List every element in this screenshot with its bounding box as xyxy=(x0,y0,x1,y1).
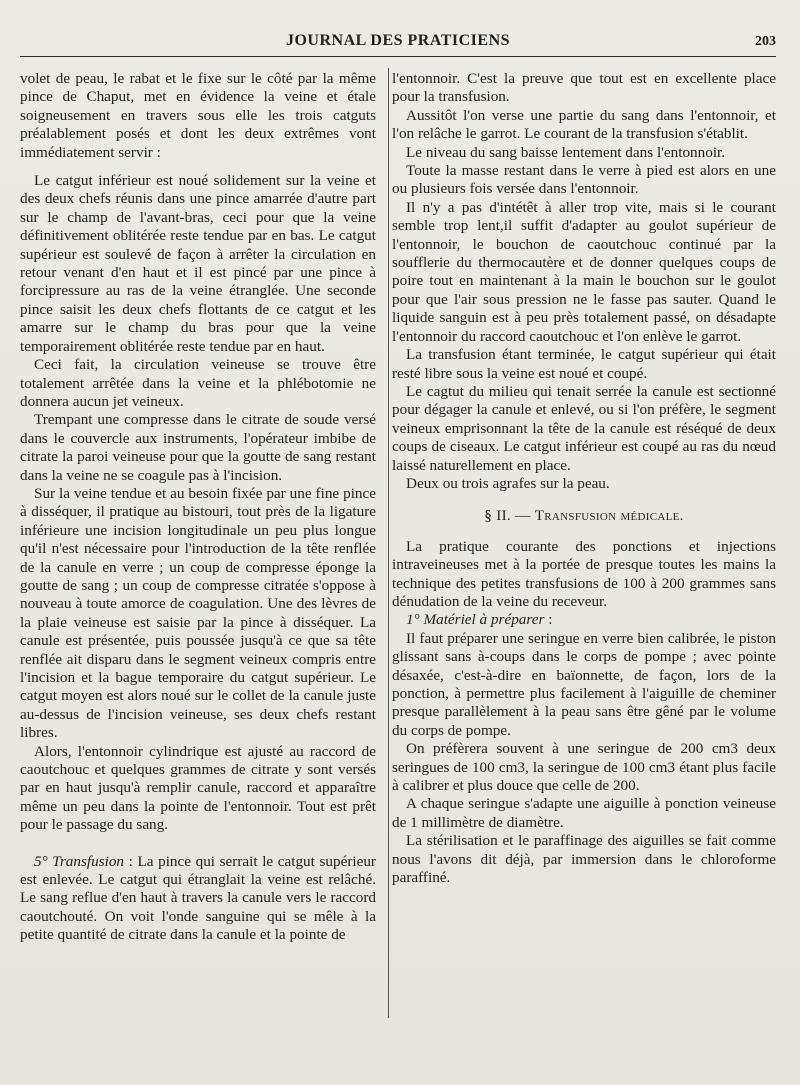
paragraph: La pratique courante des ponctions et injections intraveineuses met à la portée de presque toutes les mains la technique des petites transfusions de 100 à 200 grammes sans dénudation de la veine du receveur. xyxy=(392,537,776,610)
paragraph: A chaque seringue s'adapte une aiguille à ponction veineuse de 1 millimètre de diamètre. xyxy=(392,795,776,831)
paragraph: Aussitôt l'on verse une partie du sang dans l'entonnoir, et l'on relâche le garrot. Le courant de la transfusion s'établit. xyxy=(392,106,776,143)
paragraph: Ceci fait, la circulation veineuse se trouve être totalement arrêtée dans la veine et la phlébotomie ne donnera aucun jet veineux. xyxy=(20,356,376,410)
paragraph: volet de peau, le rabat et le fixe sur le côté par la même pince de Chaput, met en évidence la veine et étale soigneusement en travers sous elle les trois catguts préalablement posés et dont les deux extrêmes vont immédiatement servir : xyxy=(20,70,376,161)
paragraph xyxy=(20,853,376,945)
right-column xyxy=(392,70,776,887)
section-heading xyxy=(392,507,776,525)
paragraph: Toute la masse restant dans le verre à pied est alors en une ou plusieurs fois versée dans l'entonnoir. xyxy=(392,162,776,198)
section-title: Transfusion médicale. xyxy=(534,507,684,525)
paragraph: Alors, l'entonnoir cylindrique est ajusté au raccord de caoutchouc et quelques grammes de citrate y sont versés par en haut jusqu'à remplir canule, raccord et apparaître même un peu dans la pointe de l'entonnoir. Tout est prêt pour le passage du sang. xyxy=(20,742,376,834)
paragraph: Le cagtut du milieu qui tenait serrée la canule est sectionné pour dégager la canule et enlevé, ou si l'on préfère, le segment veineux emprisonnant la tête de la canule est réséqué de deux coups de ciseaux. Le catgut inférieur est coupé au ras du nœud laissé naturellement en place. xyxy=(392,382,776,474)
paragraph: Trempant une compresse dans le citrate de soude versé dans le couvercle aux instruments, l'opérateur imbibe de citrate la paroi veineuse pour que la goutte de sang restant dans la veine ne se coagule pas à l'incision. xyxy=(20,411,376,484)
paragraph xyxy=(392,611,776,629)
paragraph: Le catgut inférieur est noué solidement sur la veine et des deux chefs réunis dans une pince amarrée d'autre part sur le champ de l'avant-bras, ceci pour que la veine définitivement oblitérée reste tendue par en bas. Le catgut supérieur est soulevé de façon à arrêter la circulation en retour venant d'en haut et il est pincé par une pince à forcipressure au ras de la veine étranglée. Une seconde pince saisit les deux chefs flottants de ce catgut et les amarre sur le champ du bras pour que la veine temporairement oblitérée reste tendue par en haut. xyxy=(20,172,376,355)
paragraph: On préfèrera souvent à une seringue de 200 cm3 deux seringues de 100 cm3, la seringue de 100 cm3 étant plus facile à calibrer et plus douce que celle de 200. xyxy=(392,740,776,795)
paragraph: Sur la veine tendue et au besoin fixée par une fine pince à disséquer, il pratique au bistouri, tout près de la ligature inférieure une incision longitudinale un peu plus longue qu'il n'est nécessaire pour l'introduction de la tête renflée de la canule en verre ; un coup de compresse éponge la goutte de sang ; un coup de compresse citratée s'oppose à nouveau à toute amorce de coagulation. Une des lèvres de la plaie veineuse est saisie par la pince à disséquer. La canule est présentée, puis poussée jusqu'à ce que sa tête renflée ait disparu dans le segment veineux compris entre l'incision et la bague temporaire du catgut supérieur. Le catgut moyen est alors noué sur le collet de la canule juste au-dessus de l'incision veineuse, ses deux chefs restant libres. xyxy=(20,484,376,742)
paragraph: La stérilisation et le paraffinage des aiguilles se fait comme nous l'avons dit déjà, par immersion dans le chloroforme paraffiné. xyxy=(392,832,776,887)
column-divider xyxy=(388,68,389,1018)
page-number: 203 xyxy=(755,34,776,49)
paragraph-text: : xyxy=(544,611,553,629)
step-label: 1° Matériel à préparer xyxy=(406,611,545,629)
section-number: § II. — xyxy=(484,507,535,525)
paragraph: Le niveau du sang baisse lentement dans l'entonnoir. xyxy=(406,143,726,161)
paragraph: Deux ou trois agrafes sur la peau. xyxy=(406,474,610,492)
paragraph: Il n'y a pas d'intétêt à aller trop vite, mais si le courant semble trop lent,il suffit d'adapter au goulot supérieur de l'entonnoir, le bouchon de caoutchouc continué par la soufflerie du thermocautère et de donner quelques coups de poire tout en maintenant à la main le bouchon sur le goulot pour que l'air sous pression ne le fasse pas sauter. Quand le liquide sanguin est à peu près totalement passé, on désadapte l'entonnoir du raccord caoutchouc et l'on enlève le garrot. xyxy=(392,198,776,345)
paragraph: l'entonnoir. C'est la preuve que tout est en excellente place pour la transfusion. xyxy=(392,70,776,106)
paragraph-text: : La pince qui serrait le catgut supérieur est enlevée. Le catgut qui étranglait la veine est relâché. Le sang reflue d'en haut à travers la canule vers le raccord caoutchouté. On voit l'onde sanguine qui se mêle à la petite quantité de citrate dans la canule et la pointe de xyxy=(20,852,376,944)
journal-title: JOURNAL DES PRATICIENS xyxy=(285,32,511,49)
step-label: 5° Transfusion xyxy=(34,852,125,870)
left-column xyxy=(20,70,376,945)
running-header xyxy=(20,28,776,57)
paragraph: Il faut préparer une seringue en verre bien calibrée, le piston glissant sans à-coups dans le corps de pompe ; avec pointe désaxée, c'est-à-dire en baïonnette, de façon, lors de la ponction, à permettre plus facilement à l'aiguille de cheminer presque parallèlement à la peau sans être gêné par le volume du corps de pompe. xyxy=(392,629,776,739)
paragraph: La transfusion étant terminée, le catgut supérieur qui était resté libre sous la veine est noué et coupé. xyxy=(392,346,776,382)
